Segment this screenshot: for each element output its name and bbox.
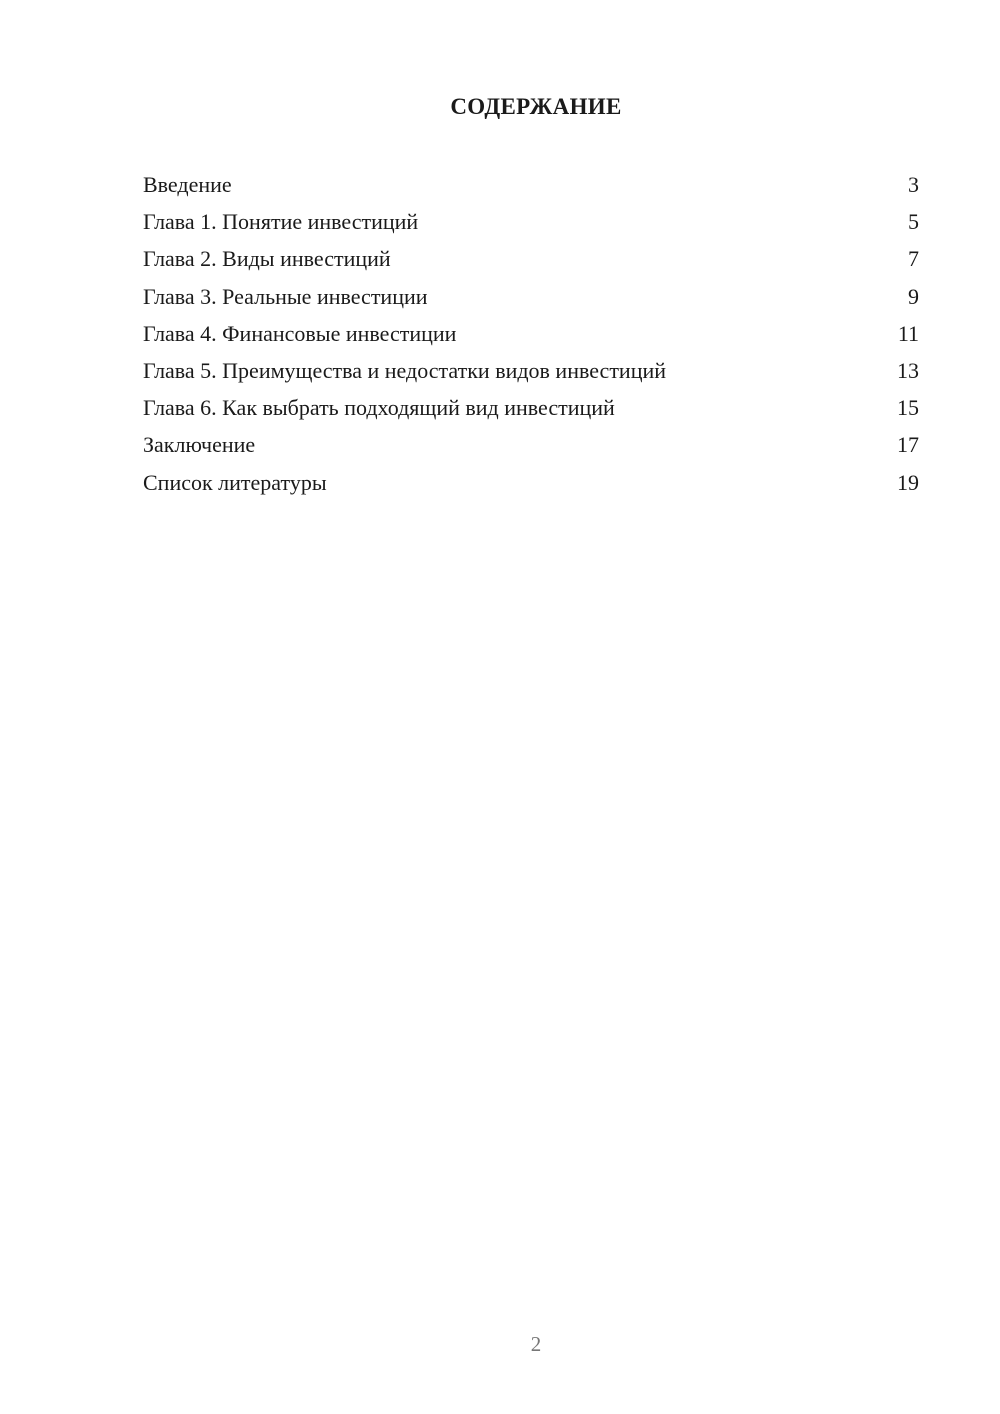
- toc-entry-chapter-5[interactable]: [143, 356, 919, 393]
- toc-entry-page: 17: [897, 432, 919, 458]
- toc-entry-chapter-1[interactable]: [143, 207, 919, 244]
- toc-entry-page: 15: [897, 395, 919, 421]
- table-of-contents: [143, 170, 919, 505]
- page-title: СОДЕРЖАНИЕ: [450, 94, 622, 119]
- toc-entry-introduction[interactable]: [143, 170, 919, 207]
- toc-entry-label: Введение: [143, 172, 232, 197]
- toc-entry-page: 5: [908, 209, 919, 235]
- toc-entry-chapter-6[interactable]: [143, 393, 919, 430]
- toc-entry-label: Глава 6. Как выбрать подходящий вид инвестиций: [143, 395, 615, 421]
- toc-entry-label: Заключение: [143, 432, 256, 458]
- toc-entry-label: Глава 3. Реальные инвестиции: [143, 283, 428, 309]
- toc-entry-chapter-2[interactable]: [143, 244, 919, 281]
- toc-entry-label: Глава 1. Понятие инвестиций: [143, 209, 419, 235]
- toc-entry-label: Глава 5. Преимущества и недостатки видов инвестиций: [143, 357, 667, 383]
- toc-entry-page: 19: [897, 469, 919, 495]
- toc-entry-bibliography[interactable]: [143, 468, 919, 505]
- toc-entry-page: 9: [908, 283, 919, 309]
- toc-entry-page: 11: [897, 320, 919, 346]
- page-number: 2: [530, 1332, 542, 1356]
- toc-entry-page: 3: [908, 172, 919, 197]
- toc-entry-label: Глава 2. Виды инвестиций: [143, 246, 391, 272]
- toc-entry-chapter-3[interactable]: [143, 282, 919, 319]
- toc-entry-label: Глава 4. Финансовые инвестиции: [143, 320, 457, 346]
- toc-entry-page: 7: [908, 246, 919, 272]
- toc-entry-page: 13: [897, 357, 919, 383]
- toc-entry-conclusion[interactable]: [143, 430, 919, 467]
- toc-entry-chapter-4[interactable]: [143, 319, 919, 356]
- toc-entry-label: Список литературы: [143, 469, 327, 495]
